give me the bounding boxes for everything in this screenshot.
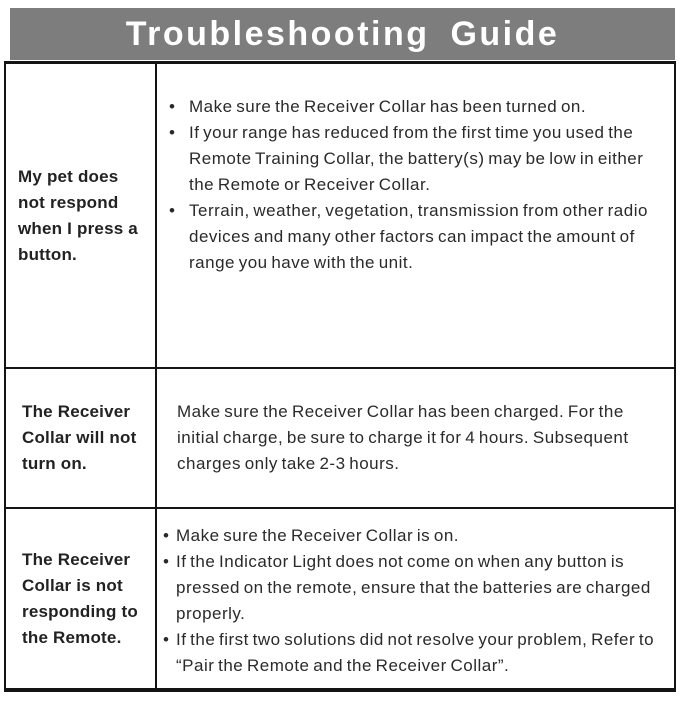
table-row (6, 64, 674, 369)
page-title: Troubleshooting Guide (125, 14, 560, 53)
solutions-cell (157, 369, 674, 507)
solutions-cell (157, 64, 674, 367)
problem-text: The Receiver Collar will not turn on. (22, 402, 137, 473)
solutions-cell (157, 509, 674, 688)
bullet-icon: • (169, 97, 176, 116)
solution-text: If the first two solutions did not resolve your problem, Refer to “Pair the Remote and the Receiver Collar”. (176, 630, 655, 675)
list-item (163, 627, 670, 679)
problem-cell (6, 369, 157, 507)
troubleshooting-table (4, 61, 676, 692)
solutions-list (163, 523, 670, 679)
bullet-icon: • (169, 123, 176, 142)
bullet-icon: • (163, 552, 170, 571)
list-item (169, 120, 666, 198)
solutions-list (169, 94, 666, 276)
problem-cell (6, 509, 157, 688)
title-banner (10, 8, 675, 60)
bullet-icon: • (169, 201, 176, 220)
solution-text: Terrain, weather, vegetation, transmission from other radio devices and many other factors can impact the amount of range you have with the unit. (189, 201, 648, 272)
solution-text: Make sure the Receiver Collar has been charged. For the initial charge, be sure to charge it for 4 hours. Subsequent charges only take 2-3 hours. (177, 402, 629, 473)
solution-text: If the Indicator Light does not come on when any button is pressed on the remote, ensure that the batteries are charged properly. (176, 552, 651, 623)
problem-cell (6, 64, 157, 367)
list-item (163, 549, 670, 627)
solution-text: Make sure the Receiver Collar has been turned on. (189, 97, 587, 116)
problem-text: My pet does not respond when I press a button. (18, 166, 138, 264)
bullet-icon: • (163, 526, 170, 545)
list-item (169, 198, 666, 276)
solution-text: If your range has reduced from the first time you used the Remote Training Collar, the battery(s) may be low in either the Remote or Receiver Collar. (189, 123, 644, 194)
table-row (6, 509, 674, 688)
bullet-icon: • (163, 630, 170, 649)
table-row (6, 369, 674, 509)
list-item (163, 523, 670, 549)
list-item (169, 94, 666, 120)
solution-text: Make sure the Receiver Collar is on. (176, 526, 460, 545)
problem-text: The Receiver Collar is not responding to the Remote. (22, 549, 138, 647)
